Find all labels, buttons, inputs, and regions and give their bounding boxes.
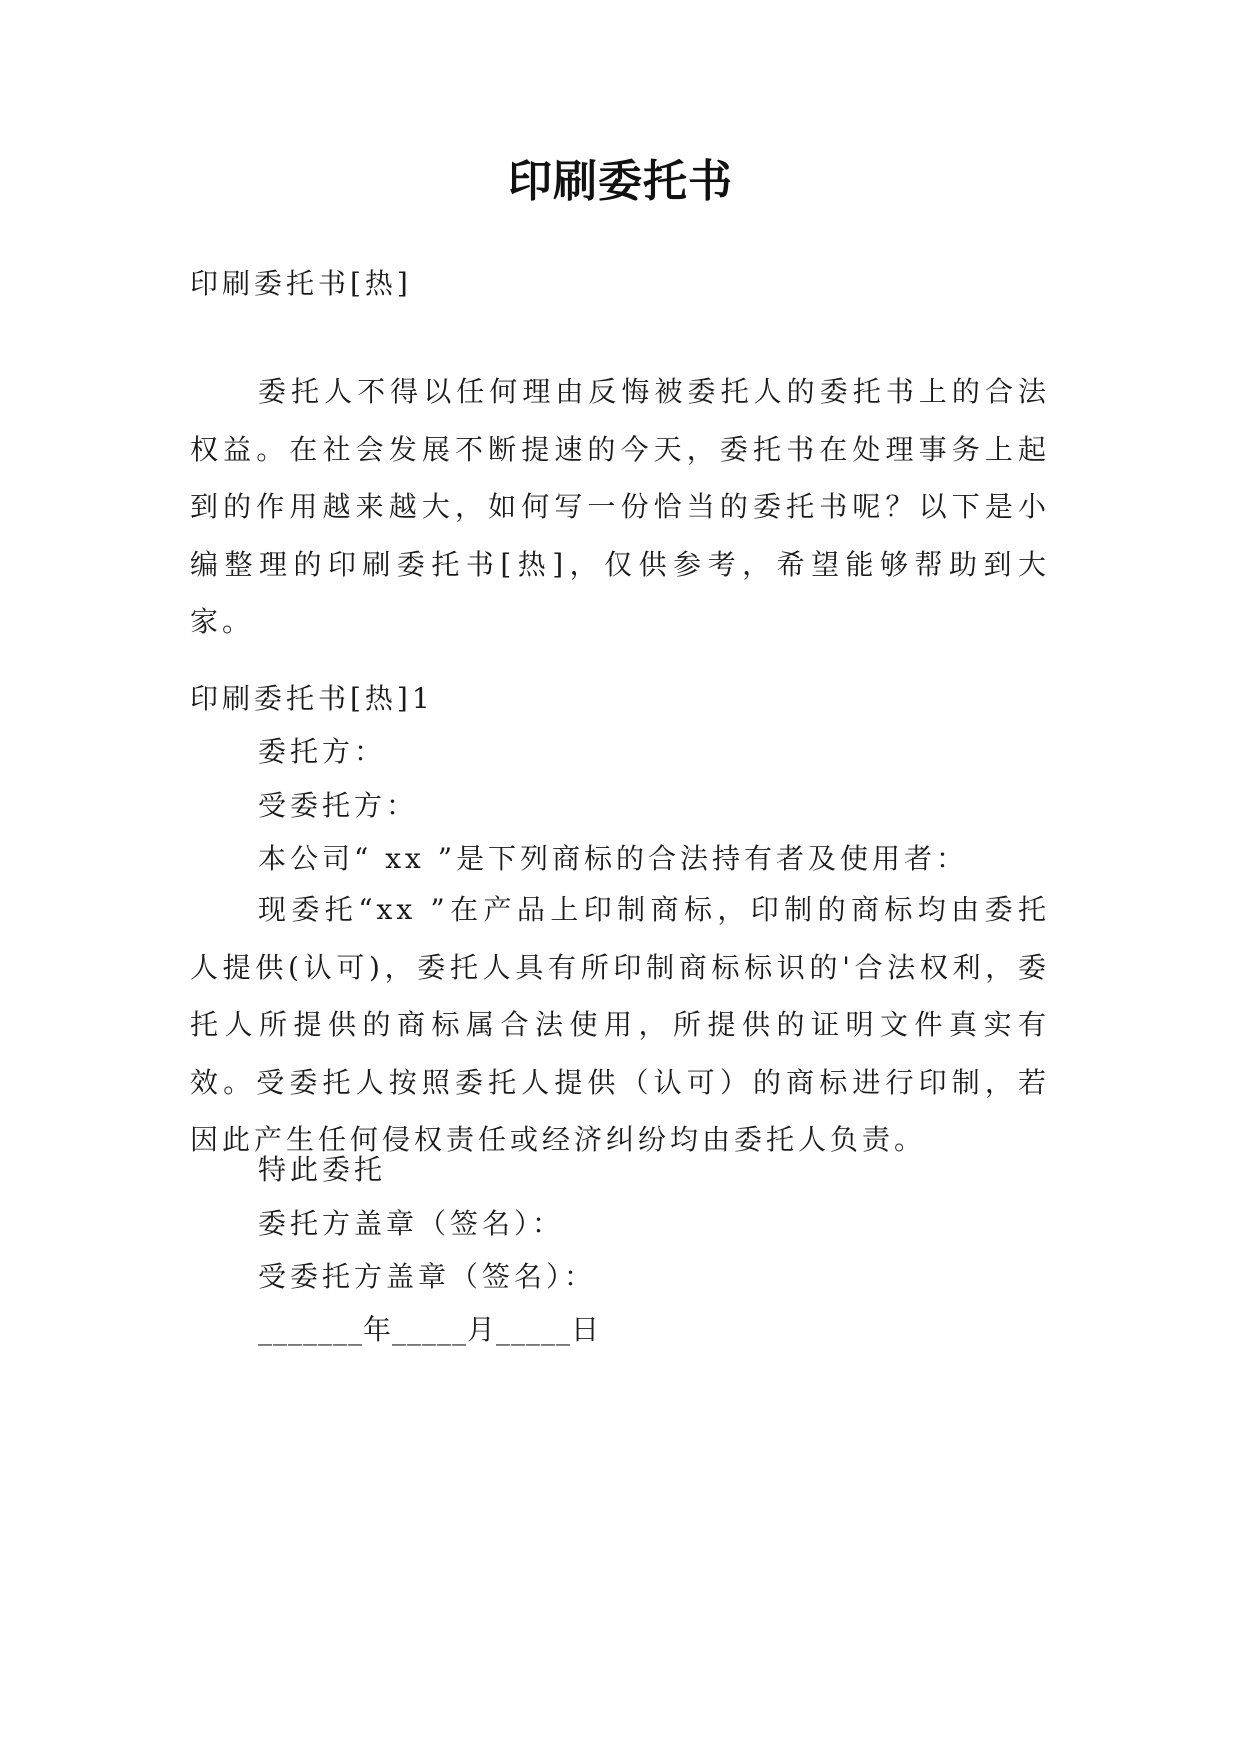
closing-line: 特此委托: [258, 1153, 387, 1186]
principal-seal-line: 委托方盖章（签名）：: [258, 1207, 565, 1240]
intro-paragraph: 委托人不得以任何理由反悔被委托人的委托书上的合法权益。在社会发展不断提速的今天，委托书在处理事务上起到的作用越来越大，如何写一份恰当的委托书呢？以下是小编整理的印刷委托书[热]，仅供参考，希望能够帮助到大家。: [190, 375, 1050, 638]
date-line: _______年_____月_____日: [258, 1313, 601, 1346]
document-subtitle: 印刷委托书[热]: [190, 267, 412, 300]
agent-seal-line: 受委托方盖章（签名）：: [258, 1260, 597, 1293]
body-paragraph: 现委托“xx ”在产品上印制商标，印制的商标均由委托人提供(认可)，委托人具有所印制商标标识的'合法权利，委托人所提供的商标属合法使用，所提供的证明文件真实有效。受委托人按照委托人提供（认可）的商标进行印制，若因此产生任何侵权责任或经济纠纷均由委托人负责。: [190, 893, 1050, 1156]
statement-line: 本公司“ xx ”是下列商标的合法持有者及使用者：: [258, 842, 969, 875]
principal-label: 委托方：: [258, 735, 387, 768]
document-title: 印刷委托书: [508, 156, 733, 207]
agent-label: 受委托方：: [258, 789, 419, 822]
section-heading: 印刷委托书[热]1: [190, 682, 434, 715]
